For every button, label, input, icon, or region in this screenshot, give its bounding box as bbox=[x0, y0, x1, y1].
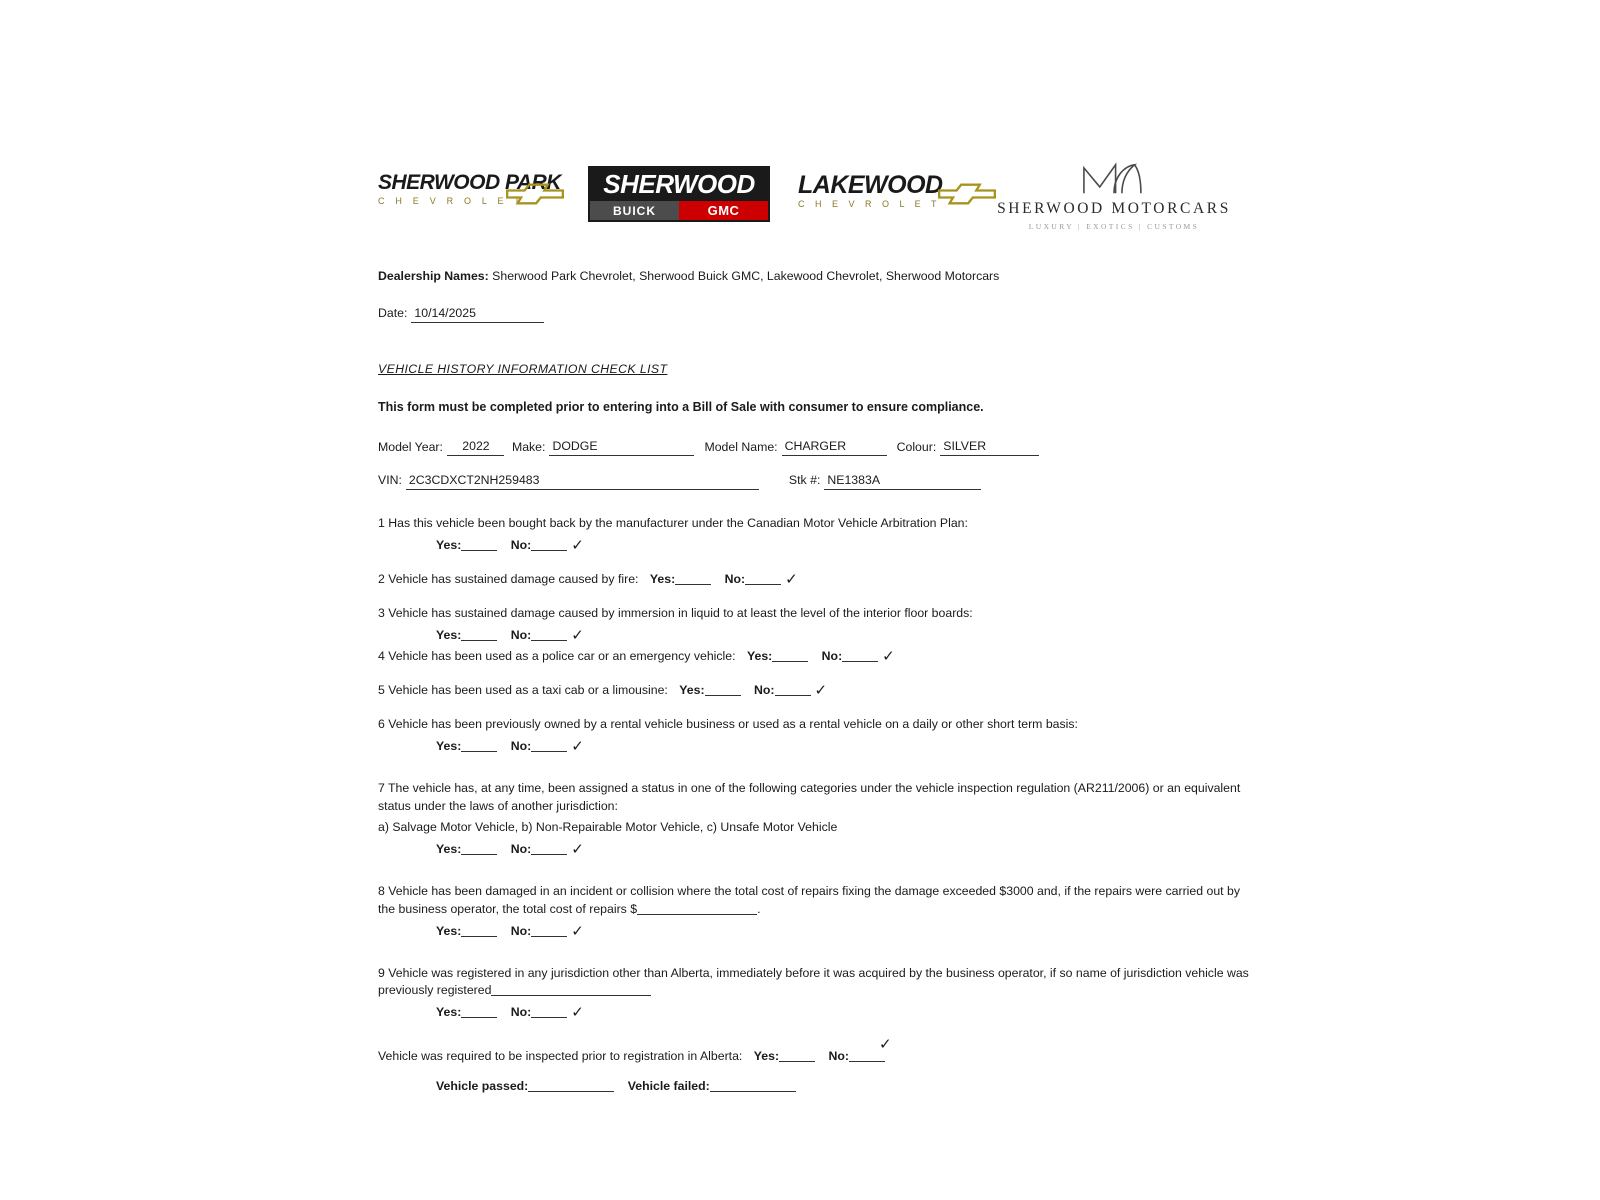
question-8-answers: Yes: No: ✓ bbox=[436, 922, 584, 940]
form-title: VEHICLE HISTORY INFORMATION CHECK LIST bbox=[378, 361, 668, 376]
question-9-answers: Yes: No: ✓ bbox=[436, 1004, 584, 1022]
question-9-jurisdiction-input[interactable] bbox=[491, 982, 651, 996]
question-4-yes-label: Yes: bbox=[746, 649, 773, 664]
question-3-text bbox=[378, 605, 1258, 623]
model-name-label: Model Name: bbox=[704, 439, 778, 454]
question-3-no-label: No: bbox=[510, 627, 532, 642]
logo-sherwood-park-line1: SHERWOOD PARK bbox=[378, 171, 561, 194]
question-8-repair-cost-input[interactable] bbox=[637, 901, 757, 915]
make-input[interactable]: DODGE bbox=[549, 439, 694, 456]
dealership-logo-bar bbox=[378, 160, 1238, 240]
question-8-no-blank[interactable] bbox=[531, 923, 567, 937]
question-6-yes-label: Yes: bbox=[436, 738, 462, 753]
question-9-no-blank[interactable] bbox=[531, 1004, 567, 1018]
question-8-yes-blank[interactable] bbox=[461, 923, 497, 937]
logo-sbg-wordmark: SHERWOOD bbox=[590, 168, 768, 201]
question-6-no-blank[interactable] bbox=[531, 738, 567, 752]
question-5-no-label: No: bbox=[754, 683, 775, 698]
question-7-text bbox=[378, 780, 1258, 816]
question-5-text: 5 Vehicle has been used as a taxi cab or a limousine: Yes: No: ✓ bbox=[378, 682, 828, 700]
logo-sherwood-park-chevrolet bbox=[378, 172, 568, 206]
question-2-no-label: No: bbox=[724, 571, 746, 586]
question-2-yes-label: Yes: bbox=[649, 571, 676, 586]
question-4-no-blank[interactable] bbox=[842, 648, 878, 662]
question-2-yes-blank[interactable] bbox=[675, 571, 711, 585]
question-6-no-label: No: bbox=[510, 738, 532, 753]
question-2-no-blank[interactable] bbox=[745, 571, 781, 585]
dealership-names-value: Sherwood Park Chevrolet, Sherwood Buick GMC, Lakewood Chevrolet, Sherwood Motorcars bbox=[492, 269, 1000, 283]
logo-sbg-buick: BUICK bbox=[590, 201, 679, 220]
question-7-number: 7 bbox=[378, 780, 385, 795]
question-2-text: 2 Vehicle has sustained damage caused by fire: Yes: No: ✓ bbox=[378, 570, 798, 588]
colour-input[interactable]: SILVER bbox=[940, 439, 1039, 456]
question-1-no-blank[interactable] bbox=[531, 537, 567, 551]
inspection-no-label: No: bbox=[828, 1049, 849, 1063]
question-7-yes-blank[interactable] bbox=[461, 841, 497, 855]
question-5-no-blank[interactable] bbox=[775, 682, 811, 696]
question-9-yes-blank[interactable] bbox=[461, 1004, 497, 1018]
question-9-body: Vehicle was registered in any jurisdiction other than Alberta, immediately before it was acquired by the business operator, if so name of jurisdiction vehicle was previously registered bbox=[378, 965, 1249, 998]
vehicle-failed-label: Vehicle failed: bbox=[627, 1078, 710, 1093]
question-6 bbox=[378, 716, 1258, 756]
question-2 bbox=[378, 571, 1258, 589]
inspection-question: Vehicle was required to be inspected prior to registration in Alberta: Yes: No: ✓ bbox=[378, 1036, 892, 1063]
question-1 bbox=[378, 515, 1258, 555]
question-3-yes-label: Yes: bbox=[436, 627, 462, 642]
logo-sherwood-motorcars bbox=[990, 160, 1238, 231]
question-4-number: 4 bbox=[378, 649, 385, 664]
question-4-no-label: No: bbox=[821, 649, 843, 664]
question-6-number: 6 bbox=[378, 717, 385, 732]
sherwood-motorcars-monogram-icon bbox=[990, 160, 1238, 196]
compliance-statement: This form must be completed prior to entering into a Bill of Sale with consumer to ensure compliance. bbox=[378, 400, 984, 415]
question-7-body: The vehicle has, at any time, been assigned a status in one of the following categories under the vehicle inspection regulation (AR211/2006) or an equivalent status under the laws of another jurisdiction: bbox=[378, 780, 1241, 813]
question-7-no-label: No: bbox=[510, 842, 532, 857]
question-7-yes-label: Yes: bbox=[436, 842, 462, 857]
date-label: Date: bbox=[378, 305, 408, 320]
question-4-body: Vehicle has been used as a police car or an emergency vehicle: bbox=[388, 649, 736, 664]
question-2-body: Vehicle has sustained damage caused by fire: bbox=[388, 571, 639, 586]
question-2-number: 2 bbox=[378, 571, 385, 586]
form-body bbox=[378, 268, 1258, 1096]
question-5-yes-label: Yes: bbox=[679, 683, 705, 698]
question-3-body: Vehicle has sustained damage caused by immersion in liquid to at least the level of the interior floor boards: bbox=[388, 605, 973, 620]
question-7-no-blank[interactable] bbox=[531, 841, 567, 855]
logo-lakewood-line1: LAKEWOOD bbox=[798, 171, 943, 199]
question-7 bbox=[378, 780, 1258, 859]
logo-lakewood-chevrolet bbox=[798, 172, 998, 209]
question-3-yes-blank[interactable] bbox=[461, 627, 497, 641]
question-9-yes-label: Yes: bbox=[436, 1005, 462, 1020]
question-6-answers: Yes: No: ✓ bbox=[436, 737, 584, 755]
inspection-yes-label: Yes: bbox=[753, 1049, 780, 1063]
vehicle-failed-blank[interactable] bbox=[710, 1078, 796, 1092]
logo-smc-line1: SHERWOOD MOTORCARS bbox=[997, 200, 1231, 217]
vin-label: VIN: bbox=[378, 473, 402, 488]
inspection-result-row bbox=[436, 1078, 1258, 1096]
question-8-number: 8 bbox=[378, 884, 385, 899]
question-4-text: 4 Vehicle has been used as a police car or an emergency vehicle: Yes: No: ✓ bbox=[378, 648, 895, 666]
question-1-number: 1 bbox=[378, 516, 385, 531]
vin-input[interactable]: 2C3CDXCT2NH259483 bbox=[406, 473, 759, 490]
logo-sherwood-park-line2: C H E V R O L E T bbox=[378, 196, 524, 206]
model-year-input[interactable]: 2022 bbox=[447, 439, 504, 456]
vehicle-info-row-2 bbox=[378, 472, 1258, 490]
chevrolet-bowtie-icon bbox=[506, 182, 564, 206]
logo-lakewood-line2: C H E V R O L E T bbox=[798, 199, 941, 209]
question-3-number: 3 bbox=[378, 605, 385, 620]
inspection-question-text: Vehicle was required to be inspected prior to registration in Alberta: bbox=[378, 1049, 743, 1063]
question-6-yes-blank[interactable] bbox=[461, 738, 497, 752]
date-input[interactable]: 10/14/2025 bbox=[411, 306, 544, 323]
question-3-answers: Yes: No: ✓ bbox=[436, 626, 584, 644]
question-8-yes-label: Yes: bbox=[436, 923, 462, 938]
model-name-input[interactable]: CHARGER bbox=[782, 439, 887, 456]
question-9 bbox=[378, 965, 1258, 1022]
stock-number-label: Stk #: bbox=[788, 473, 821, 488]
make-label: Make: bbox=[511, 439, 546, 454]
question-8-text bbox=[378, 883, 1258, 919]
question-8-body: Vehicle has been damaged in an incident or collision where the total cost of repairs fixing the damage exceeded $3000 and, if the repairs were carried out by the business operator, the total cost of repairs $ bbox=[378, 884, 1241, 916]
question-1-no-label: No: bbox=[510, 538, 532, 553]
question-8 bbox=[378, 883, 1258, 940]
question-1-answers: Yes: No: ✓ bbox=[436, 537, 584, 555]
question-5-number: 5 bbox=[378, 683, 385, 698]
chevrolet-bowtie-icon bbox=[938, 182, 996, 206]
colour-label: Colour: bbox=[896, 439, 937, 454]
logo-sherwood-buick-gmc bbox=[588, 166, 770, 222]
dealership-names-row bbox=[378, 268, 1258, 286]
vehicle-info-row-1 bbox=[378, 439, 1258, 457]
question-4 bbox=[378, 648, 1258, 666]
question-5-yes-blank[interactable] bbox=[705, 682, 741, 696]
question-5-body: Vehicle has been used as a taxi cab or a limousine: bbox=[388, 683, 668, 698]
dealership-names-label: Dealership Names: bbox=[378, 269, 489, 283]
logo-sbg-gmc: GMC bbox=[679, 201, 768, 220]
question-3-no-blank[interactable] bbox=[531, 627, 567, 641]
inspection-section bbox=[378, 1036, 1258, 1096]
date-row bbox=[378, 305, 1258, 323]
vehicle-passed-blank[interactable] bbox=[528, 1078, 614, 1092]
question-4-yes-blank[interactable] bbox=[772, 648, 808, 662]
vehicle-passed-label: Vehicle passed: bbox=[436, 1078, 529, 1093]
stock-number-input[interactable]: NE1383A bbox=[824, 473, 981, 490]
question-9-number: 9 bbox=[378, 965, 385, 980]
inspection-yes-blank[interactable] bbox=[779, 1048, 815, 1062]
question-1-text bbox=[378, 515, 1258, 533]
question-1-body: Has this vehicle been bought back by the manufacturer under the Canadian Motor Vehicle Arbitration Plan: bbox=[388, 516, 968, 531]
question-7-answers: Yes: No: ✓ bbox=[436, 841, 584, 859]
question-8-text-tail: . bbox=[757, 901, 761, 916]
logo-smc-line2: LUXURY | EXOTICS | CUSTOMS bbox=[1028, 222, 1200, 231]
question-3 bbox=[378, 605, 1258, 645]
question-1-yes-label: Yes: bbox=[436, 538, 462, 553]
question-8-no-label: No: bbox=[510, 923, 532, 938]
question-6-body: Vehicle has been previously owned by a rental vehicle business or used as a rental vehicle on a daily or other short term basis: bbox=[388, 717, 1078, 732]
question-6-text bbox=[378, 716, 1258, 734]
model-year-label: Model Year: bbox=[378, 439, 443, 454]
question-5 bbox=[378, 682, 1258, 700]
question-7-text-2: a) Salvage Motor Vehicle, b) Non-Repairable Motor Vehicle, c) Unsafe Motor Vehicle bbox=[378, 820, 838, 835]
question-9-no-label: No: bbox=[510, 1005, 532, 1020]
question-1-yes-blank[interactable] bbox=[461, 537, 497, 551]
question-9-text bbox=[378, 965, 1258, 1001]
